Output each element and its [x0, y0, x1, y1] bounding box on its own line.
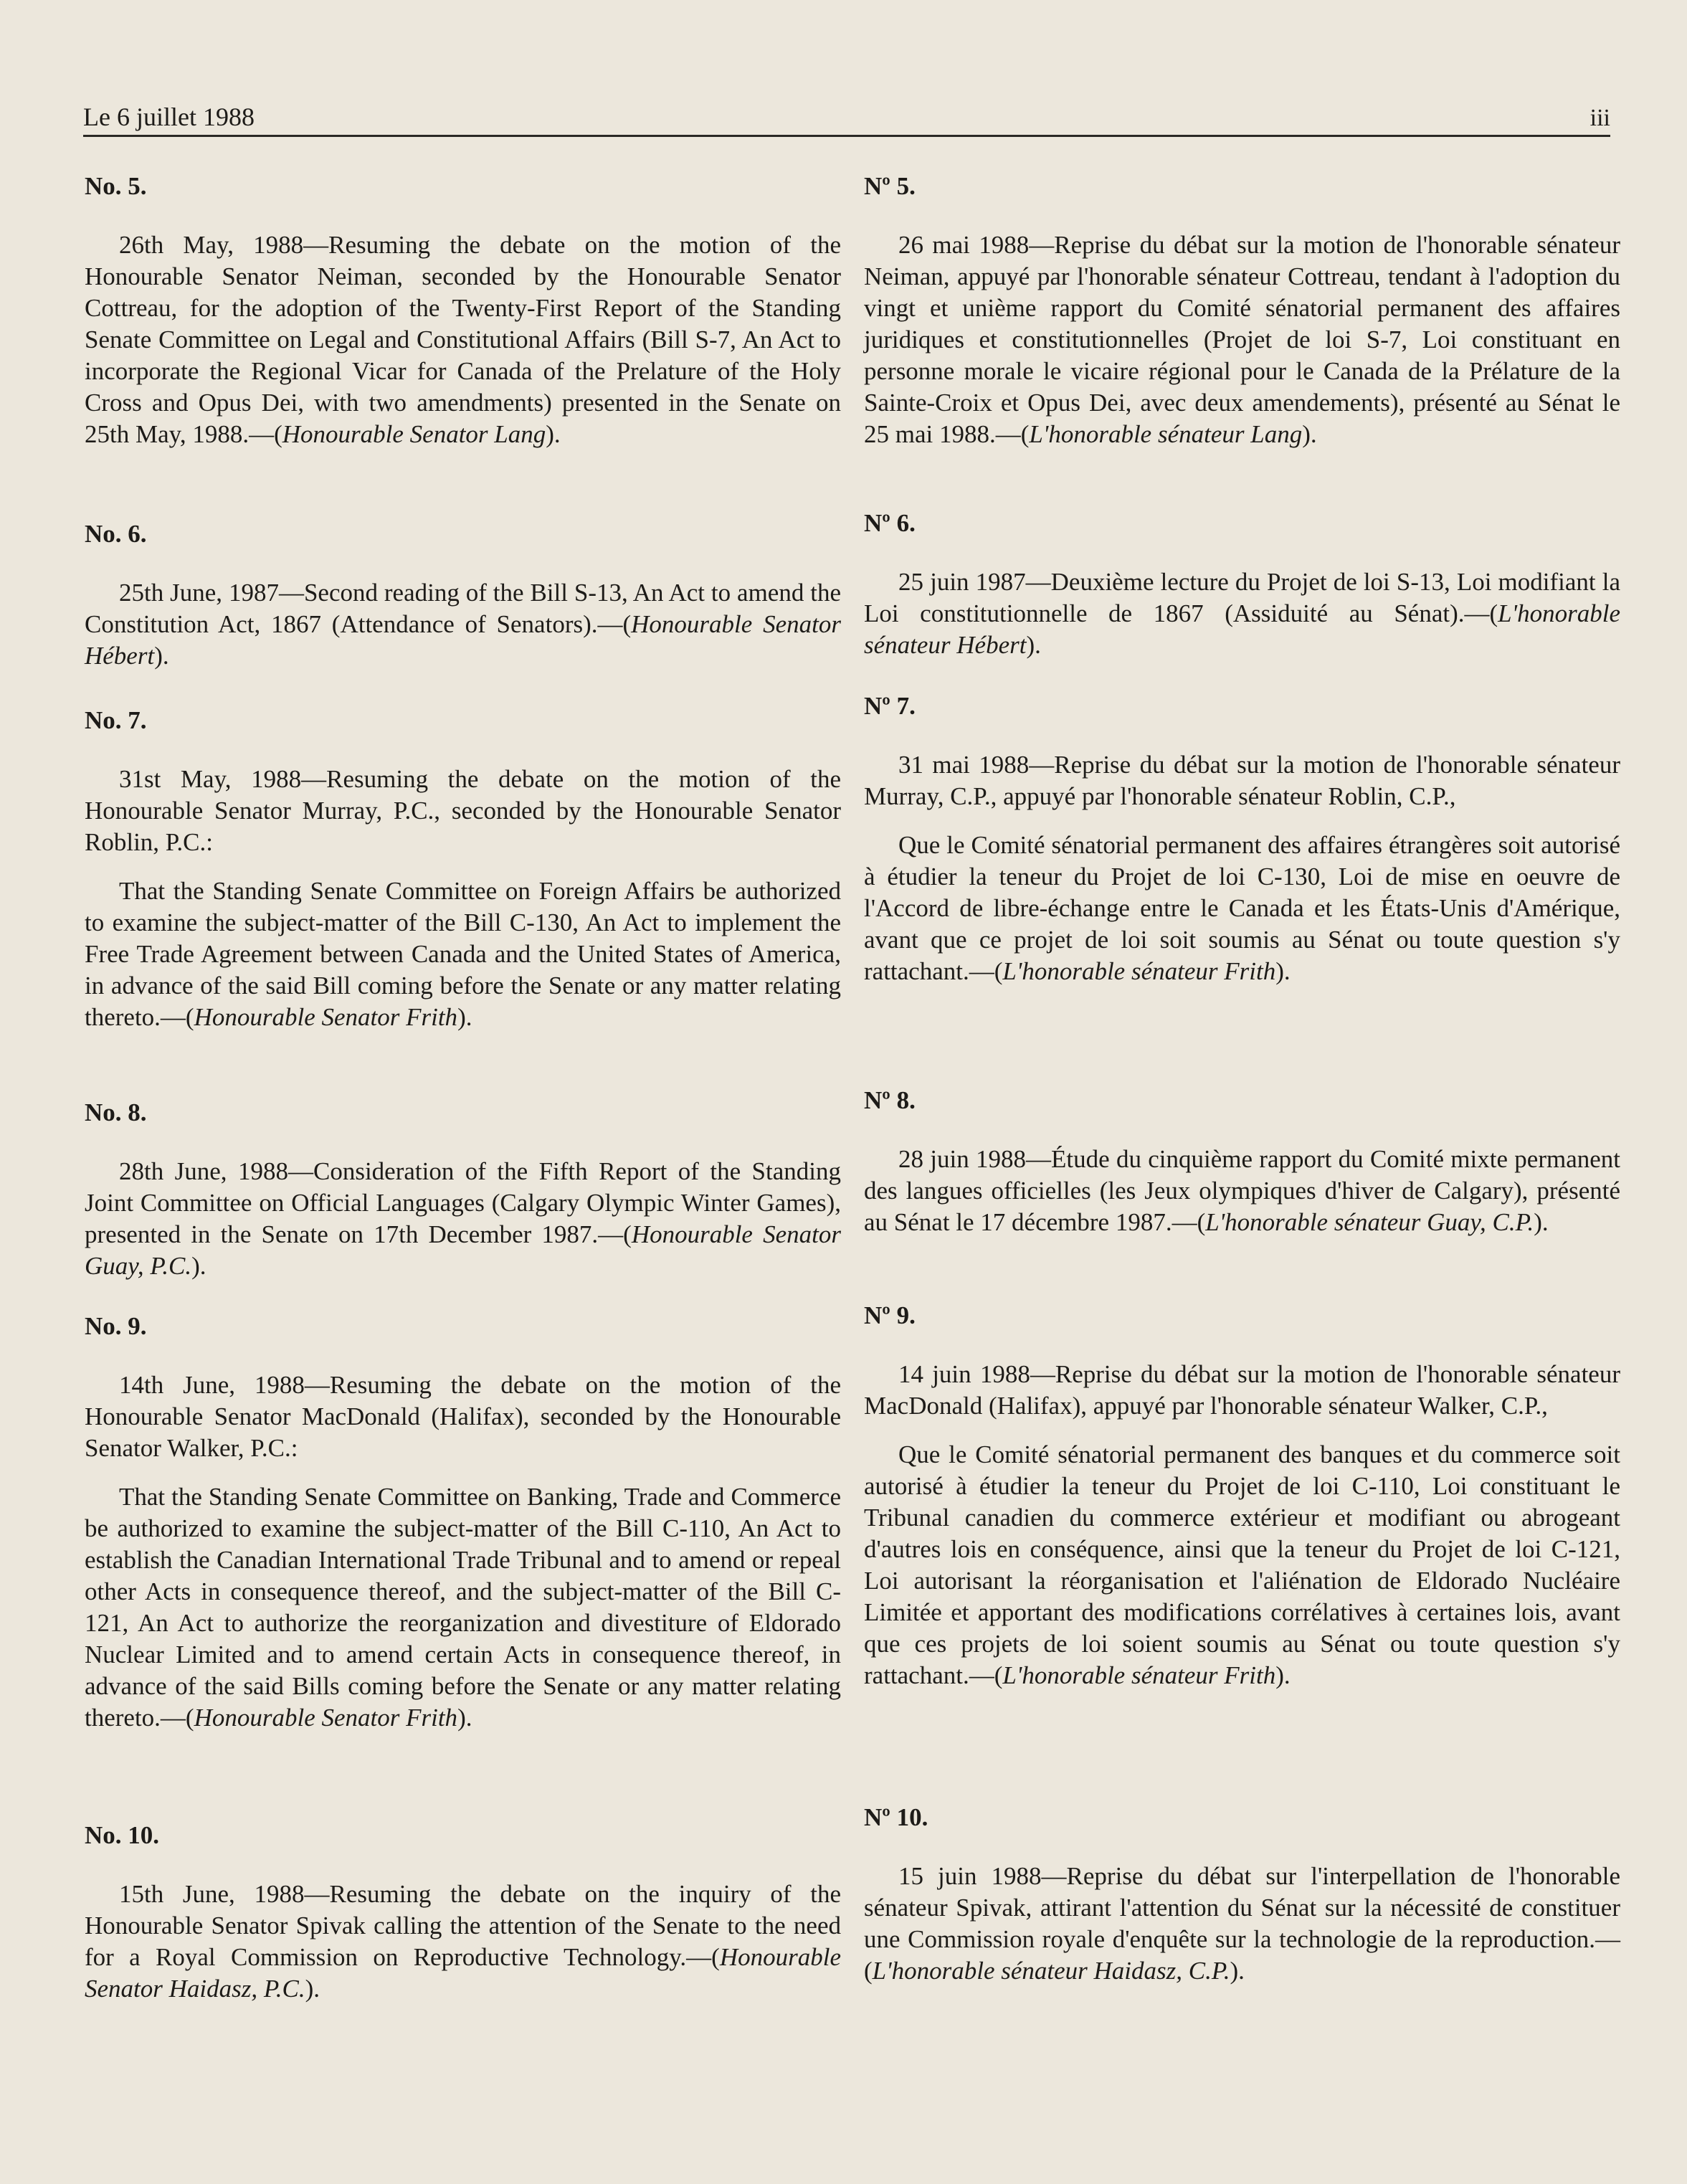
item-paragraph: 25th June, 1987—Second reading of the Bill S-13, An Act to amend the Constitution Act, 1867 (Attendance of Senators).—(Honourable Senator Hébert).	[85, 579, 841, 670]
item-number: Nº 6.	[864, 509, 916, 537]
item-fr-8	[864, 1086, 1620, 1255]
item-en-8	[85, 1098, 841, 1299]
item-paragraph: 26 mai 1988—Reprise du débat sur la motion de l'honorable sénateur Neiman, appuyé par l'honorable sénateur Cottreau, tendant à l'adoption du vingt et unième rapport du Comité sénatorial permanent des affaires juridiques et constitutionnelles (Projet de loi S-7, Loi constituant en personne morale le vicaire régional pour le Canada de la Prélature de la Sainte-Croix et Opus Dei, avec deux amendements), présenté au Sénat le 25 mai 1988.—(L'honorable sénateur Lang).	[864, 231, 1620, 448]
item-paragraph: 31st May, 1988—Resuming the debate on the motion of the Honourable Senator Murray, P.C., seconded by the Honourable Senator Roblin, P.C.:	[85, 765, 841, 856]
item-fr-5	[864, 172, 1620, 467]
item-number: No. 9.	[85, 1312, 147, 1340]
page-number: iii	[1589, 105, 1610, 131]
item-fr-7	[864, 692, 1620, 1005]
item-paragraph: That the Standing Senate Committee on Foreign Affairs be authorized to examine the subject-matter of the Bill C-130, An Act to implement the Free Trade Agreement between Canada and the United States of America, in advance of the said Bill coming before the Senate or any matter relating thereto.—(Honourable Senator Frith).	[85, 877, 841, 1031]
item-paragraph: That the Standing Senate Committee on Banking, Trade and Commerce be authorized to examine the subject-matter of the Bill C-110, An Act to establish the Canadian International Trade Tribunal and to amend or repeal other Acts in consequence thereof, and the subject-matter of the Bill C-121, An Act to authorize the reorganization and divestiture of Eldorado Nuclear Limited and to amend certain Acts in consequence thereof, in advance of the said Bills coming before the Senate or any matter relating thereto.—(Honourable Senator Frith).	[85, 1483, 841, 1732]
item-paragraph: 14 juin 1988—Reprise du débat sur la motion de l'honorable sénateur MacDonald (Halifax), appuyé par l'honorable sénateur Walker, C.P.,	[864, 1360, 1620, 1420]
item-number: No. 6.	[85, 520, 147, 548]
item-number: No. 7.	[85, 706, 147, 734]
item-paragraph: 14th June, 1988—Resuming the debate on the motion of the Honourable Senator MacDonald (Halifax), seconded by the Honourable Senator Walker, P.C.:	[85, 1371, 841, 1462]
item-en-7	[85, 706, 841, 1050]
item-number: Nº 9.	[864, 1301, 916, 1329]
page-header	[83, 100, 1610, 137]
header-date: Le 6 juillet 1988	[83, 103, 255, 131]
item-fr-10	[864, 1803, 1620, 2004]
item-number: Nº 5.	[864, 172, 916, 200]
item-number: Nº 7.	[864, 692, 916, 720]
item-en-6	[85, 520, 841, 689]
item-paragraph: 26th May, 1988—Resuming the debate on the motion of the Honourable Senator Neiman, seconded by the Honourable Senator Cottreau, for the adoption of the Twenty-First Report of the Standing Senate Committee on Legal and Constitutional Affairs (Bill S-7, An Act to incorporate the Regional Vicar for Canada of the Prelature of the Holy Cross and Opus Dei, with two amendments) presented in the Senate on 25th May, 1988.—(Honourable Senator Lang).	[85, 231, 841, 448]
item-en-5	[85, 172, 841, 467]
item-number: Nº 8.	[864, 1086, 916, 1114]
item-paragraph: 15th June, 1988—Resuming the debate on the inquiry of the Honourable Senator Spivak calling the attention of the Senate to the need for a Royal Commission on Reproductive Technology.—(Honourable Senator Haidasz, P.C.).	[85, 1880, 841, 2003]
item-paragraph: 31 mai 1988—Reprise du débat sur la motion de l'honorable sénateur Murray, C.P., appuyé par l'honorable sénateur Roblin, C.P.,	[864, 751, 1620, 810]
item-paragraph: 15 juin 1988—Reprise du débat sur l'interpellation de l'honorable sénateur Spivak, attirant l'attention du Sénat sur la nécessité de constituer une Commission royale d'enquête sur la technologie de la reproduction.—(L'honorable sénateur Haidasz, C.P.).	[864, 1862, 1620, 1985]
item-number: No. 8.	[85, 1098, 147, 1126]
item-paragraph: Que le Comité sénatorial permanent des banques et du commerce soit autorisé à étudier la teneur du Projet de loi C-110, Loi constituant le Tribunal canadien du commerce extérieur et modifiant ou abrogeant d'autres lois en conséquence, ainsi que la teneur du Projet de loi C-121, Loi autorisant la réorganisation et l'aliénation de Eldorado Nucléaire Limitée et apportant des modifications corrélatives à certaines lois, avant que ces projets de loi soient soumis au Sénat ou toute question s'y rattachant.—(L'honorable sénateur Frith).	[864, 1440, 1620, 1689]
item-paragraph: 25 juin 1987—Deuxième lecture du Projet de loi S-13, Loi modifiant la Loi constitutionnelle de 1867 (Assiduité au Sénat).—(L'honorable sénateur Hébert).	[864, 568, 1620, 659]
item-number: Nº 10.	[864, 1803, 928, 1831]
item-fr-6	[864, 509, 1620, 678]
item-en-9	[85, 1312, 841, 1751]
item-paragraph: 28 juin 1988—Étude du cinquième rapport du Comité mixte permanent des langues officielles (les Jeux olympiques d'hiver de Calgary), présenté au Sénat le 17 décembre 1987.—(L'honorable sénateur Guay, C.P.).	[864, 1145, 1620, 1236]
item-paragraph: Que le Comité sénatorial permanent des affaires étrangères soit autorisé à étudier la teneur du Projet de loi C-130, Loi de mise en oeuvre de l'Accord de libre-échange entre le Canada et les États-Unis d'Amérique, avant que ce projet de loi soit soumis au Sénat ou toute question s'y rattachant.—(L'honorable sénateur Frith).	[864, 831, 1620, 985]
item-number: No. 5.	[85, 172, 147, 200]
item-number: No. 10.	[85, 1821, 160, 1849]
item-paragraph: 28th June, 1988—Consideration of the Fifth Report of the Standing Joint Committee on Official Languages (Calgary Olympic Winter Games), presented in the Senate on 17th December 1987.—(Honourable Senator Guay, P.C.).	[85, 1157, 841, 1280]
item-en-10	[85, 1821, 841, 2022]
item-fr-9	[864, 1301, 1620, 1709]
